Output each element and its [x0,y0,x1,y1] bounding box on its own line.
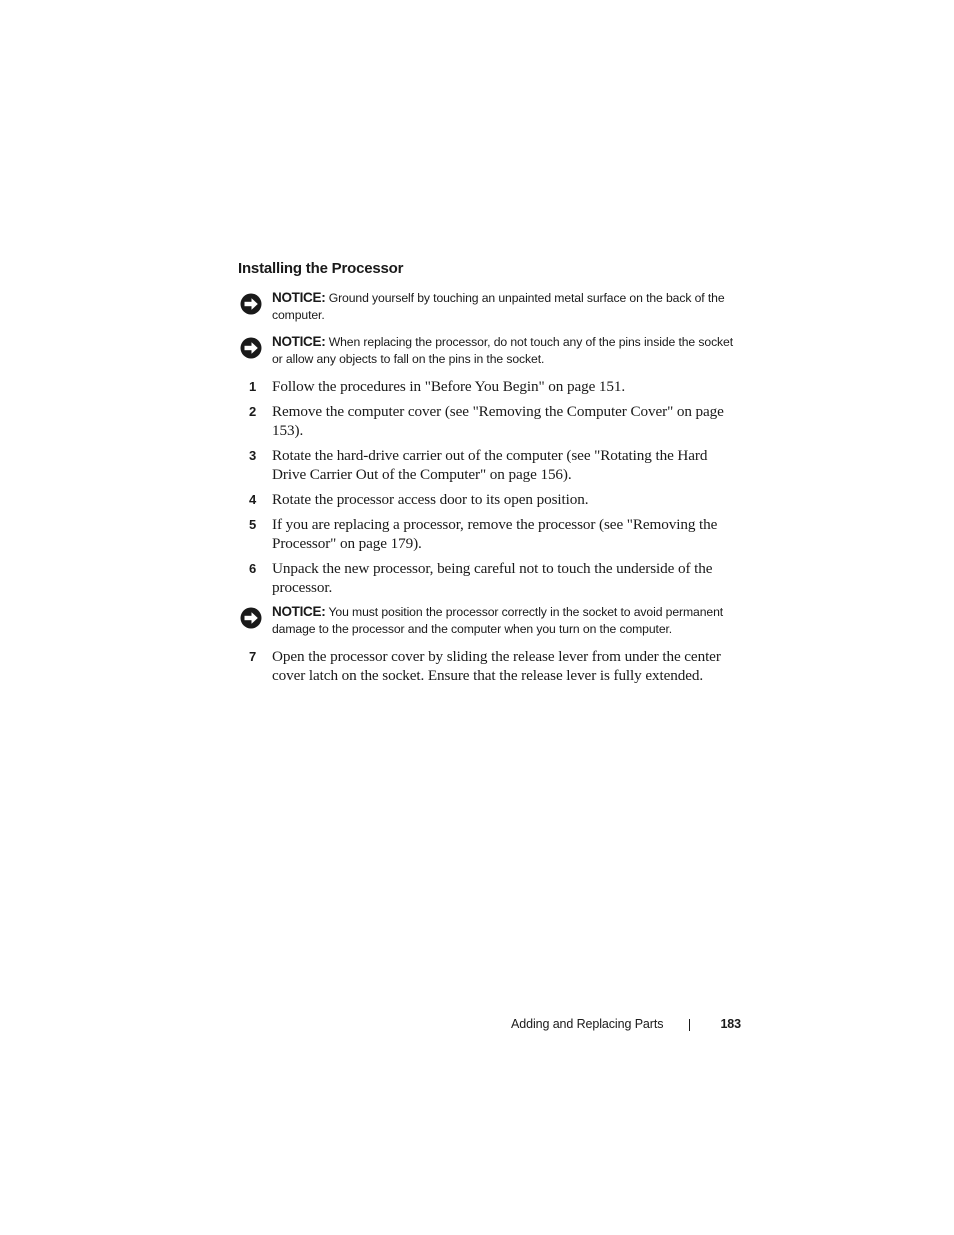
step-text: Unpack the new processor, being careful not to touch the underside of the processor. [272,560,713,596]
notice-arrow-icon [240,293,262,315]
step-text: Remove the computer cover (see "Removing the Computer Cover" on page 153). [272,403,724,439]
step-text: If you are replacing a processor, remove the processor (see "Removing the Processor" on page 179). [272,516,718,552]
step-number: 4 [249,492,257,507]
step-number: 2 [249,404,257,419]
step-2 [238,402,738,440]
page-footer [511,1014,741,1034]
footer-separator [689,1019,690,1031]
step-text: Open the processor cover by sliding the release lever from under the center cover latch on the socket. Ensure that the release lever is fully extended. [272,648,721,684]
notice-label: NOTICE: [272,604,326,619]
notice-arrow-icon [240,607,262,629]
notice-text: Ground yourself by touching an unpainted metal surface on the back of the computer. [272,291,725,322]
step-text: Follow the procedures in "Before You Begin" on page 151. [272,378,626,395]
step-number: 1 [249,379,257,394]
footer-section-title: Adding and Replacing Parts [511,1017,664,1031]
step-6 [238,559,738,597]
step-number: 5 [249,517,257,532]
step-3 [238,446,738,484]
notice-2 [238,333,738,368]
step-text: Rotate the hard-drive carrier out of the computer (see "Rotating the Hard Drive Carrier Out of the Computer" on page 156). [272,447,708,483]
step-number: 7 [249,649,257,664]
step-5 [238,515,738,553]
step-number: 3 [249,448,257,463]
step-text: Rotate the processor access door to its open position. [272,491,589,508]
notice-label: NOTICE: [272,290,326,305]
notice-text: You must position the processor correctly in the socket to avoid permanent damage to the processor and the computer when you turn on the computer. [272,605,724,636]
section-title: Installing the Processor [238,260,404,277]
page-number: 183 [720,1017,741,1031]
page-content [238,259,738,691]
notice-3 [238,603,738,638]
step-1 [238,377,738,396]
notice-label: NOTICE: [272,334,326,349]
notice-text: When replacing the processor, do not touch any of the pins inside the socket or allow any objects to fall on the pins in the socket. [272,335,734,366]
step-number: 6 [249,561,257,576]
step-7 [238,647,738,685]
step-4 [238,490,738,509]
notice-arrow-icon [240,337,262,359]
notice-1 [238,289,738,324]
